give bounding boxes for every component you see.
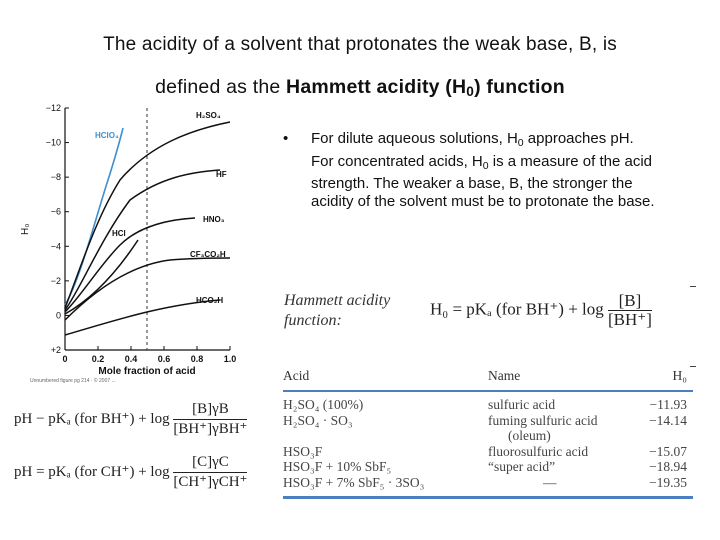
title-prefix: defined as the: [155, 76, 287, 98]
table-row: HSO₃F fluorosulfuric acid −15.07: [283, 443, 687, 459]
label-hno3: HNO₃: [203, 215, 225, 224]
y-tick-label: −12: [45, 103, 61, 113]
x-tick-label: 1.0: [223, 354, 237, 364]
y-tick-label: +2: [50, 345, 61, 355]
ph-equation-ch: pH = pKₐ (for CH⁺) + log $\frac{[C]\gamma C}{\text{[CH⁺]γCH⁺}}$: [14, 454, 248, 490]
y-axis-label: H₀: [20, 223, 31, 235]
y-tick-label: −2: [50, 275, 61, 286]
x-tick-label: 0.6: [157, 354, 171, 364]
figure-credit: Unnumbered figure pg 214 · © 2007 ...: [30, 378, 116, 384]
curve-hco2h: [65, 300, 220, 335]
label-h2so4: H₂SO₄: [196, 111, 221, 120]
table-row: H₂SO₄ · SO₃ fuming sulfuric acid −14.14: [283, 412, 687, 428]
x-tick-label: 0: [62, 354, 68, 364]
col-name: Name: [488, 366, 627, 391]
bullet-text: For dilute aqueous solutions, $H_0$ approaches pH. For concentrated acids, $H_0$ is a measure of the acid strength. The weaker a base, B, the stronger the acidity of the solvent must be to protonate the base.: [311, 130, 655, 210]
col-acid: Acid: [283, 366, 488, 391]
x-tick-label: 0.4: [124, 354, 138, 364]
x-tick-label: 0.8: [190, 354, 204, 364]
x-tick-label: 0.2: [91, 354, 105, 364]
label-hcl: HCl: [112, 229, 126, 238]
bullet-dot: •: [283, 130, 289, 147]
curve-hclo4: [65, 128, 123, 305]
y-tick-label: 0: [55, 310, 61, 321]
curve-hno3: [65, 218, 195, 312]
table-row: H₂SO₄ (100%) sulfuric acid −11.93: [283, 397, 687, 412]
title-bold: Hammett acidity $(H_0)$ function: [286, 76, 565, 99]
hammett-equation: H₀ = pKₐ (for BH⁺) + log $\frac{[B]}{[BH^+]}$: [430, 291, 652, 329]
label-hf: HF: [216, 170, 227, 179]
hammett-fraction: $\frac{[B]}{[BH^+]}$: [608, 291, 652, 329]
label-cf3co2h: CF₃CO₂H: [190, 250, 226, 259]
table-row: HSO₃F + 10% SbF₅ “super acid” −18.94: [283, 459, 687, 474]
table-row: HSO₃F + 7% SbF₅ · 3SO₃ — −19.35: [283, 475, 693, 498]
col-h0: H₀: [627, 366, 693, 391]
h0-vs-mole-fraction-graph: [20, 100, 280, 390]
y-tick-label: −8: [50, 172, 61, 183]
label-hco2h: HCO₂H: [196, 296, 224, 305]
slide-title-line1: The acidity of a solvent that protonates the weak base, B, is: [103, 34, 617, 55]
curve-hf: [65, 170, 220, 310]
slide-title-line2: [0, 76, 720, 99]
x-axis-label: Mole fraction of acid: [98, 366, 196, 377]
label-hclo4: HClO₄: [95, 131, 119, 140]
hammett-label: Hammett acidity function:: [284, 292, 391, 329]
acid-strength-table: [283, 366, 693, 499]
y-tick-label: −4: [50, 241, 61, 252]
y-tick-label: −6: [50, 206, 61, 217]
ph-equation-bh: pH − pKₐ (for BH⁺) + log $\frac{[B]\gamma B}{\text{[BH⁺]γBH⁺}}$: [14, 401, 248, 437]
table-row: (oleum): [508, 428, 551, 443]
y-tick-label: −10: [45, 137, 61, 148]
